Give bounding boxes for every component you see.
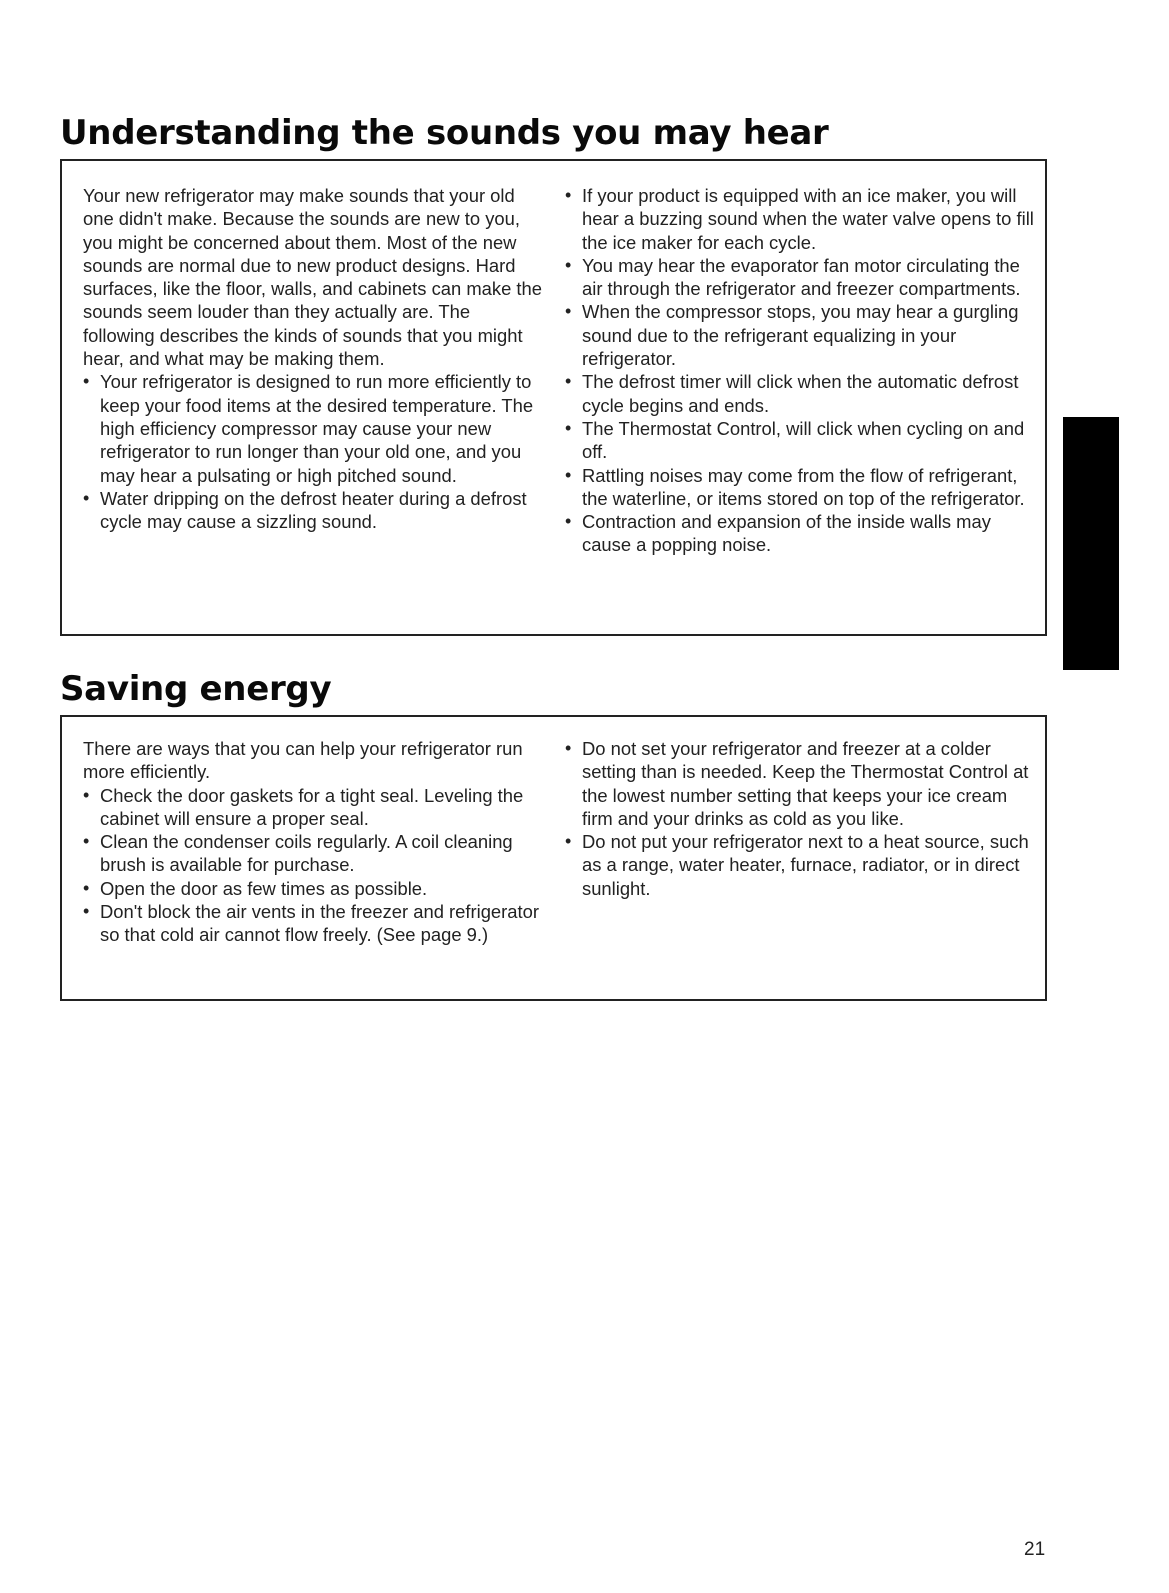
list-item: • The defrost timer will click when the automatic defrost cycle begins and ends. xyxy=(565,370,1035,417)
energy-intro: There are ways that you can help your refrigerator run more efficiently. xyxy=(83,738,523,783)
list-item: • Don't block the air vents in the freezer and refrigerator so that cold air cannot flow freely. (See page 9.) xyxy=(83,900,543,947)
energy-right-column xyxy=(565,737,1035,900)
energy-heading: Saving energy xyxy=(60,669,332,709)
energy-right-list xyxy=(565,737,1035,900)
list-item: • Your refrigerator is designed to run more efficiently to keep your food items at the desired temperature. The high efficiency compressor may cause your new refrigerator to run longer than your old one, and you may hear a pulsating or high pitched sound. xyxy=(83,370,543,486)
list-item: • Contraction and expansion of the inside walls may cause a popping noise. xyxy=(565,510,1035,557)
sounds-left-column xyxy=(83,184,543,533)
list-item: • Open the door as few times as possible. xyxy=(83,877,543,900)
list-item: • Water dripping on the defrost heater during a defrost cycle may cause a sizzling sound. xyxy=(83,487,543,534)
page-number: 21 xyxy=(1024,1539,1046,1560)
sounds-left-list xyxy=(83,370,543,533)
sounds-box xyxy=(60,159,1047,636)
list-item: • Check the door gaskets for a tight seal. Leveling the cabinet will ensure a proper seal. xyxy=(83,784,543,831)
energy-box xyxy=(60,715,1047,1001)
energy-left-list xyxy=(83,784,543,947)
list-item: • When the compressor stops, you may hear a gurgling sound due to the refrigerant equalizing in your refrigerator. xyxy=(565,300,1035,370)
sounds-intro: Your new refrigerator may make sounds that your old one didn't make. Because the sounds are new to you, you might be concerned about them. Most of the new sounds are normal due to new product designs. Hard surfaces, like the floor, walls, and cabinets can make the sounds seem louder than they actually are. The following describes the kinds of sounds that you might hear, and what may be making them. xyxy=(83,185,542,370)
list-item: • You may hear the evaporator fan motor circulating the air through the refrigerator and freezer compartments. xyxy=(565,254,1035,301)
sounds-right-list xyxy=(565,184,1035,557)
list-item: • If your product is equipped with an ice maker, you will hear a buzzing sound when the water valve opens to fill the ice maker for each cycle. xyxy=(565,184,1035,254)
list-item: • Rattling noises may come from the flow of refrigerant, the waterline, or items stored on top of the refrigerator. xyxy=(565,464,1035,511)
energy-left-column xyxy=(83,737,543,947)
list-item: • Do not put your refrigerator next to a heat source, such as a range, water heater, furnace, radiator, or in direct sunlight. xyxy=(565,830,1035,900)
section-tab-marker xyxy=(1063,417,1119,670)
list-item: • Do not set your refrigerator and freezer at a colder setting than is needed. Keep the Thermostat Control at the lowest number setting that keeps your ice cream firm and your drinks as cold as you like. xyxy=(565,737,1035,830)
list-item: • Clean the condenser coils regularly. A coil cleaning brush is available for purchase. xyxy=(83,830,543,877)
sounds-right-column xyxy=(565,184,1035,557)
list-item: • The Thermostat Control, will click when cycling on and off. xyxy=(565,417,1035,464)
sounds-heading: Understanding the sounds you may hear xyxy=(60,113,829,153)
